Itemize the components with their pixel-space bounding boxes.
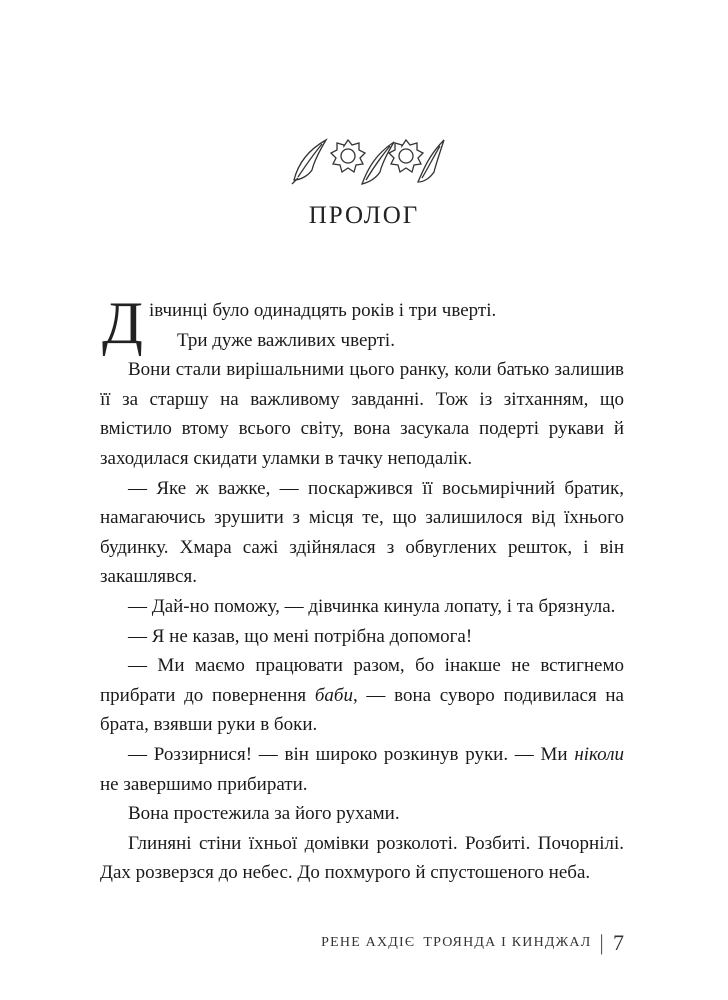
paragraph bbox=[100, 651, 624, 740]
footer-book-title: ТРОЯНДА І КИНДЖАЛ bbox=[423, 935, 592, 950]
paragraph: — Яке ж важке, — поскаржився її восьмирічний братик, намагаючись зрушити з місця те, що залишилося від їхнього будинку. Хмара сажі здійнялася з обвуглених решток, і він закашлявся. bbox=[100, 477, 624, 588]
paragraph-text: — Ми маємо працювати разом, бо інакше не встигнемо прибрати до повернення bbox=[100, 655, 624, 706]
paragraph-text: — Роззирнися! — він широко розкинув руки. — Ми bbox=[128, 743, 575, 765]
paragraph: Глиняні стіни їхньої домівки розколоті. Розбиті. Почорнілі. Дах розверзся до небес. До похмурого й спустошеного неба. bbox=[100, 832, 624, 884]
chapter-text bbox=[100, 290, 624, 888]
italic-word: ніколи bbox=[574, 743, 624, 765]
paragraph: Вони стали вирішальними цього ранку, коли батько залишив її за старшу на важливому завданні. Тож із зітханням, що вмістило втому всього світу, вона засукала подерті рукави й заходилася скидати уламки в тачку неподалік. bbox=[100, 359, 624, 469]
paragraph: — Дай-но поможу, — дівчинка кинула лопату, і та брязнула. bbox=[128, 595, 616, 617]
drop-cap: Д bbox=[102, 290, 143, 356]
paragraph: Вона простежила за його рухами. bbox=[128, 803, 400, 825]
paragraph-text: , — вона суворо подивилася на брата, взявши руки в боки. bbox=[100, 684, 624, 736]
dagger-rose-ornament-icon bbox=[290, 128, 446, 188]
italic-word: баби bbox=[314, 684, 353, 706]
page-number: 7 bbox=[613, 930, 624, 955]
paragraph-text: не завершимо прибирати. bbox=[100, 773, 308, 795]
footer-separator: | bbox=[599, 930, 605, 955]
paragraph bbox=[100, 740, 624, 799]
footer-author: РЕНЕ АХДІЄ bbox=[321, 935, 416, 950]
running-footer bbox=[321, 930, 624, 956]
chapter-title: ПРОЛОГ bbox=[308, 202, 420, 229]
paragraph: — Я не казав, що мені потрібна допомога! bbox=[128, 625, 473, 647]
paragraph: Три дуже важливих чверті. bbox=[176, 329, 395, 351]
paragraph-1-text: івчинці було одинадцять років і три чверті. bbox=[148, 300, 497, 321]
